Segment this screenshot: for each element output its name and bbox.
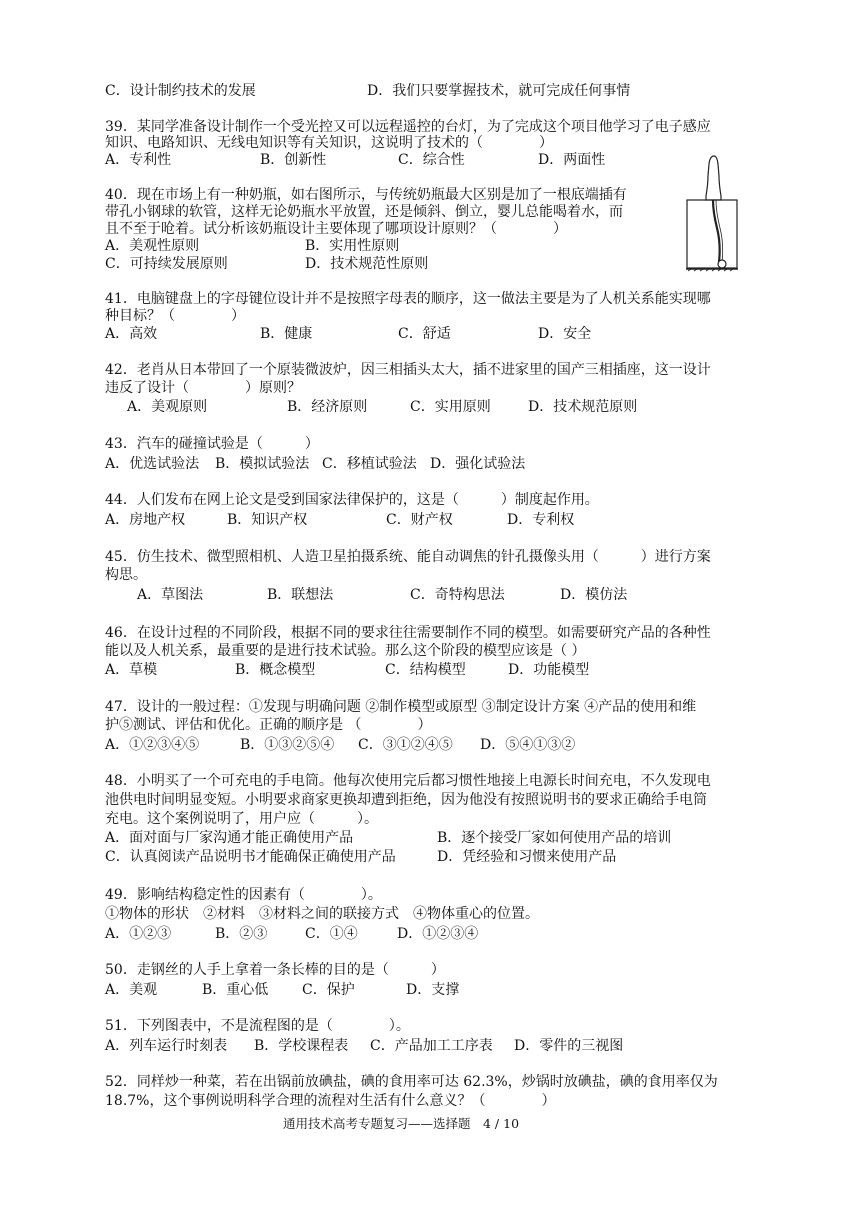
option-c: C．设计制约技术的发展 (105, 83, 256, 99)
option-c: C．可持续发展原则 (105, 256, 228, 272)
feeding-bottle-figure (684, 154, 740, 272)
option-d: D．凭经验和习惯来使用产品 (437, 849, 617, 865)
question-44-line-1: 44．人们发布在网上论文是受到国家法律保护的，这是（ ）制度起作用。 (105, 492, 599, 508)
option-b: B．②③ (215, 926, 268, 942)
question-45-line-1: 45．仿生技术、微型照相机、人造卫星拍摄系统、能自动调焦的针孔摄像头用（ ）进行方案 (105, 549, 711, 565)
question-40-line-2: 带孔小钢球的软管，这样无论奶瓶水平放置，还是倾斜、倒立，婴儿总能喝着水，而 (105, 204, 623, 220)
option-b: B．重心低 (202, 982, 269, 998)
option-b: B．概念模型 (235, 662, 316, 678)
option-b: B．实用性原则 (305, 238, 400, 254)
page-footer: 通用技术高考专题复习——选择题 4 / 10 (283, 1116, 520, 1131)
option-d: D．我们只要掌握技术，就可完成任何事情 (367, 83, 631, 99)
option-c: C．移植试验法 (322, 456, 417, 472)
question-47-line-2: 护⑤测试、评估和优化。正确的顺序是 （ ） (105, 717, 432, 733)
option-d: D．强化试验法 (430, 456, 526, 472)
option-a: A．列车运行时刻表 (105, 1038, 228, 1054)
question-40-line-3: 且不至于呛着。试分析该奶瓶设计主要体现了哪项设计原则？（ ） (105, 221, 567, 237)
option-b: B．模拟试验法 (215, 456, 310, 472)
question-49-line-1: 49．影响结构稳定性的因素有（ ）。 (105, 887, 382, 903)
option-a: A．①②③④⑤ (105, 737, 200, 753)
option-d: D．两面性 (538, 152, 606, 168)
option-a: A．面对面与厂家沟通才能正确使用产品 (105, 830, 354, 846)
question-51-line-1: 51．下列图表中，不是流程图的是（ ）。 (105, 1018, 410, 1034)
question-45-line-2: 构思。 (105, 567, 147, 583)
question-42-line-1: 42．老肖从日本带回了一个原装微波炉，因三相插头太大，插不进家里的国产三相插座，这一设计 (105, 362, 711, 378)
option-d: D．专利权 (507, 512, 575, 528)
option-d: D．模仿法 (560, 587, 628, 603)
option-a: A．草模 (105, 662, 158, 678)
option-a: A．优选试验法 (105, 456, 200, 472)
question-52-line-2: 18.7%，这个事例说明科学合理的流程对生活有什么意义？（ ） (105, 1093, 556, 1109)
option-d: D．技术规范原则 (528, 399, 638, 415)
option-c: C．舒适 (398, 326, 451, 342)
question-48-line-2: 池供电时间明显变短。小明要求商家更换却遭到拒绝，因为他没有按照说明书的要求正确给手电筒 (105, 792, 707, 808)
option-b: B．健康 (260, 326, 313, 342)
question-41-line-1: 41．电脑键盘上的字母键位设计并不是按照字母表的顺序，这一做法主要是为了人机关系能实现哪 (105, 291, 711, 307)
question-40-line-1: 40．现在市场上有一种奶瓶，如右图所示，与传统奶瓶最大区别是加了一根底端插有 (105, 187, 627, 203)
option-d: D．零件的三视图 (514, 1038, 624, 1054)
question-42-line-2: 违反了设计（ ）原则？ (105, 380, 301, 396)
question-46-line-2: 能以及人机关系，最重要的是进行技术试验。那么这个阶段的模型应该是（ ） (105, 643, 586, 659)
question-47-line-1: 47．设计的一般过程：①发现与明确问题 ②制作模型或原型 ③制定设计方案 ④产品的使用和维 (105, 699, 697, 715)
option-b: B．知识产权 (227, 512, 308, 528)
option-b: B．学校课程表 (254, 1038, 349, 1054)
question-52-line-1: 52．同样炒一种菜，若在出锅前放碘盐，碘的食用率可达 62.3%，炒锅时放碘盐，碘的食用率仅为 (105, 1074, 718, 1090)
option-d: D．技术规范性原则 (305, 256, 429, 272)
option-b: B．创新性 (260, 152, 327, 168)
option-a: A．草图法 (137, 587, 204, 603)
question-39-line-1: 39．某同学准备设计制作一个受光控又可以远程遥控的台灯，为了完成这个项目他学习了电子感应 (105, 119, 711, 135)
question-48-line-3: 充电。这个案例说明了，用户应（ ）。 (105, 811, 378, 827)
option-c: C．财产权 (386, 512, 453, 528)
option-c: C．③①②④⑤ (358, 737, 453, 753)
option-c: C．①④ (305, 926, 358, 942)
option-a: A．专利性 (105, 152, 172, 168)
option-a: A．房地产权 (105, 512, 186, 528)
option-b: B．联想法 (267, 587, 334, 603)
option-c: C．保护 (302, 982, 355, 998)
option-d: D．功能模型 (508, 662, 590, 678)
option-d: D．安全 (538, 326, 592, 342)
option-b: B．①③②⑤④ (240, 737, 335, 753)
option-b: B．逐个接受厂家如何使用产品的培训 (437, 830, 672, 846)
question-41-line-2: 种目标？（ ） (105, 308, 245, 324)
option-a: A．高效 (105, 326, 158, 342)
option-c: C．认真阅读产品说明书才能确保正确使用产品 (105, 849, 396, 865)
question-43-line-1: 43．汽车的碰撞试验是（ ） (105, 436, 319, 452)
option-c: C．产品加工工序表 (370, 1038, 493, 1054)
option-a: A．美观原则 (127, 399, 208, 415)
option-a: A．美观 (105, 982, 158, 998)
question-50-line-1: 50．走钢丝的人手上拿着一条长棒的目的是（ ） (105, 962, 445, 978)
option-c: C．奇特构思法 (410, 587, 505, 603)
option-c: C．结构模型 (385, 662, 466, 678)
question-46-line-1: 46．在设计过程的不同阶段，根据不同的要求往往需要制作不同的模型。如需要研究产品的各种性 (105, 625, 711, 641)
option-d: D．①②③④ (397, 926, 479, 942)
option-a: A．①②③ (105, 926, 172, 942)
option-a: A．美观性原则 (105, 238, 200, 254)
option-c: C．综合性 (398, 152, 465, 168)
question-48-line-1: 48．小明买了一个可充电的手电筒。他每次使用完后都习惯性地接上电源长时间充电，不久发现电 (105, 773, 711, 789)
option-d: D．⑤④①③② (480, 737, 576, 753)
option-d: D．支撑 (406, 982, 460, 998)
option-c: C．实用原则 (410, 399, 491, 415)
option-b: B．经济原则 (287, 399, 368, 415)
question-39-line-2: 知识、电路知识、无线电知识等有关知识，这说明了技术的（ ） (105, 135, 553, 151)
question-49-line-2: ①物体的形状 ②材料 ③材料之间的联接方式 ④物体重心的位置。 (105, 906, 539, 922)
